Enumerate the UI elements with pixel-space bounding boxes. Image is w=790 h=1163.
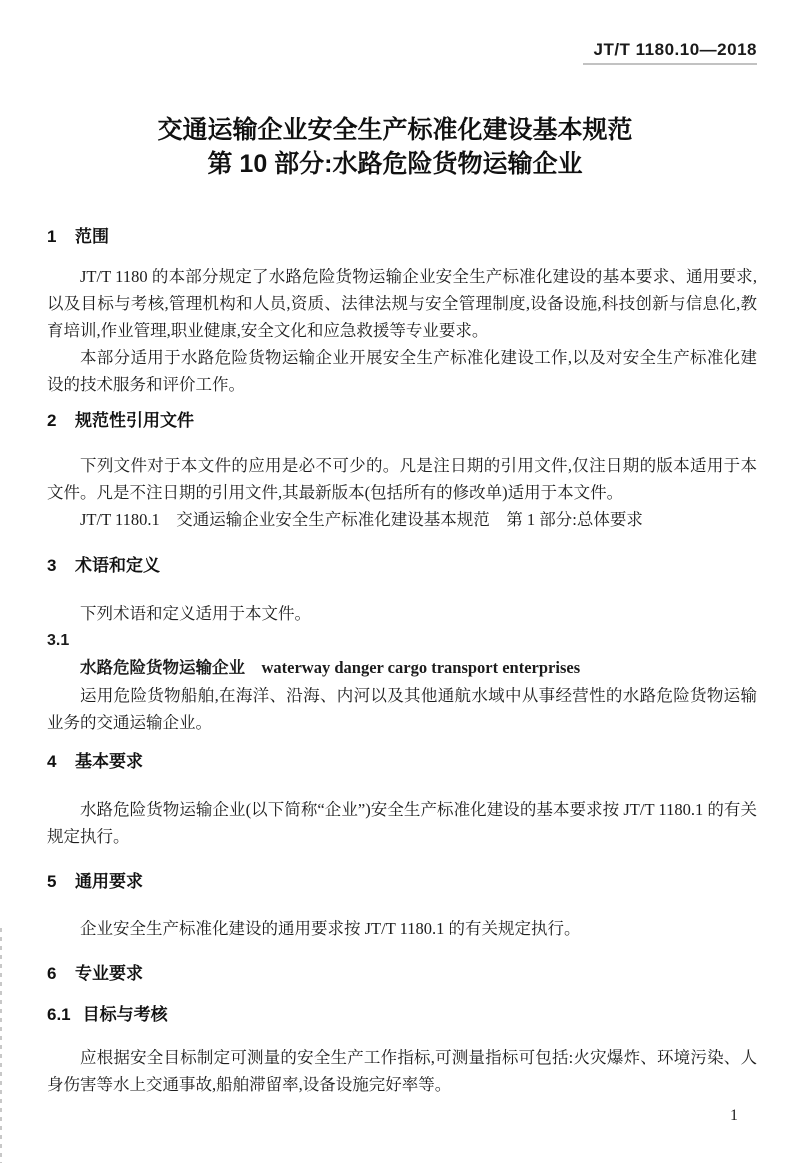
section-6-1-paragraph-1: 应根据安全目标制定可测量的安全生产工作指标,可测量指标可包括:火灾爆炸、环境污染、人身伤害等水上交通事故,船舶滞留率,设备设施完好率等。 [47, 1048, 757, 1094]
scan-artifact-left-edge [0, 928, 2, 1163]
section-4-paragraph-1: 水路危险货物运输企业(以下简称“企业”)安全生产标准化建设的基本要求按 JT/T 1180.1 的有关规定执行。 [47, 800, 757, 846]
section-6-1-title: 目标与考核 [82, 1005, 168, 1024]
section-1-paragraph-1: JT/T 1180 的本部分规定了水路危险货物运输企业安全生产标准化建设的基本要求、通用要求,以及目标与考核,管理机构和人员,资质、法律法规与安全管理制度,设备设施,科技创新与信息化,教育培训,作业管理,职业健康,安全文化和应急救援等专业要求。 [47, 267, 757, 340]
page-header [583, 40, 757, 65]
term-english: waterway danger cargo transport enterprises [261, 658, 581, 677]
section-3-number: 3 [47, 556, 57, 575]
section-1-number: 1 [47, 227, 57, 246]
section-5-paragraph-1: 企业安全生产标准化建设的通用要求按 JT/T 1180.1 的有关规定执行。 [80, 919, 581, 938]
section-6-1-number: 6.1 [47, 1005, 71, 1024]
section-4-title: 基本要求 [75, 752, 143, 771]
section-6-number: 6 [47, 964, 57, 983]
section-6-title: 专业要求 [75, 964, 143, 983]
document-title [0, 113, 790, 181]
section-2-number: 2 [47, 411, 57, 430]
section-2-heading [47, 412, 757, 430]
section-3-heading [47, 557, 757, 575]
document-body [47, 220, 757, 1098]
section-1-title: 范围 [75, 227, 109, 246]
term-definition: 运用危险货物船舶,在海洋、沿海、内河以及其他通航水域中从事经营性的水路危险货物运输业务的交通运输企业。 [47, 686, 757, 732]
section-6-1-heading [47, 1006, 757, 1024]
term-entry [47, 654, 757, 682]
section-1-heading [47, 228, 757, 246]
standard-code: JT/T 1180.10—2018 [593, 40, 757, 59]
section-2-paragraph-1: 下列文件对于本文件的应用是必不可少的。凡是注日期的引用文件,仅注日期的版本适用于本文件。凡是不注日期的引用文件,其最新版本(包括所有的修改单)适用于本文件。 [47, 456, 757, 502]
section-5-number: 5 [47, 872, 57, 891]
section-4-heading [47, 753, 757, 771]
term-chinese: 水路危险货物运输企业 [80, 659, 245, 677]
section-6-heading [47, 965, 757, 983]
section-2-title: 规范性引用文件 [75, 411, 194, 430]
page-number: 1 [730, 1107, 738, 1124]
normative-reference: JT/T 1180.1 交通运输企业安全生产标准化建设基本规范 第 1 部分:总体要求 [80, 510, 643, 529]
section-3-title: 术语和定义 [75, 556, 160, 575]
section-4-number: 4 [47, 752, 57, 771]
section-5-title: 通用要求 [75, 872, 143, 891]
header-rule [583, 63, 757, 65]
section-3-intro: 下列术语和定义适用于本文件。 [80, 604, 311, 623]
term-number: 3.1 [47, 632, 70, 649]
title-line-1: 交通运输企业安全生产标准化建设基本规范 [157, 116, 633, 144]
title-line-2: 第 10 部分:水路危险货物运输企业 [207, 150, 583, 178]
section-1-paragraph-2: 本部分适用于水路危险货物运输企业开展安全生产标准化建设工作,以及对安全生产标准化建设的技术服务和评价工作。 [47, 348, 757, 394]
section-5-heading [47, 873, 757, 891]
